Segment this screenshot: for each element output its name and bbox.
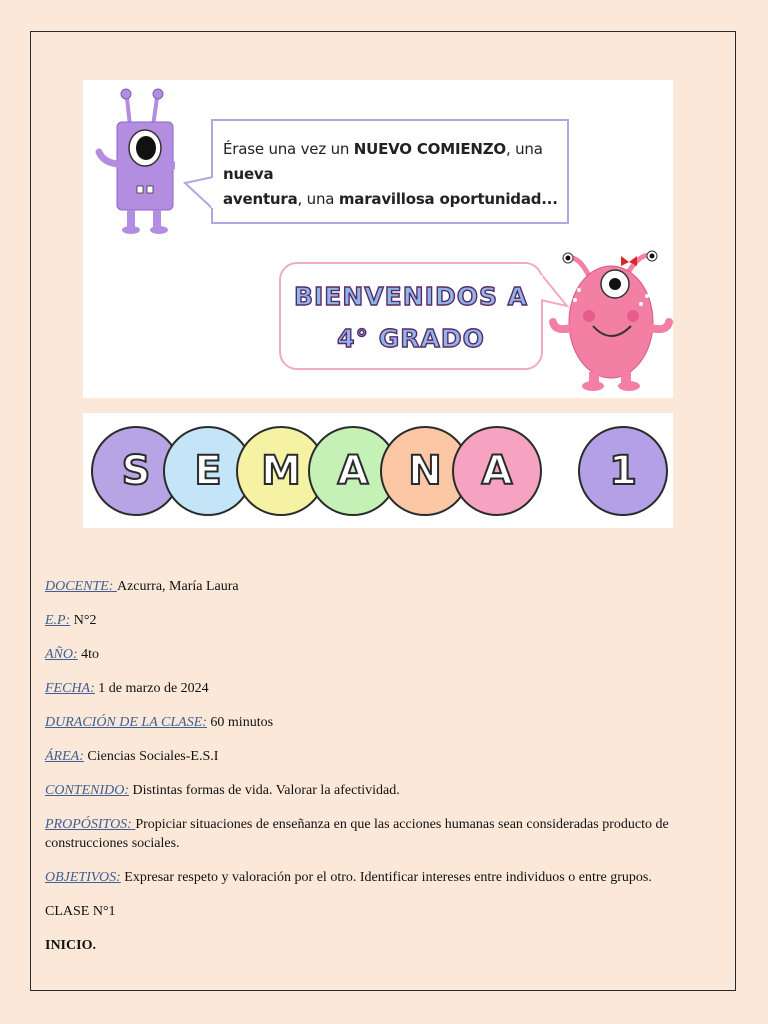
semana-letter-circle: A	[452, 426, 542, 516]
field-docente	[45, 577, 725, 596]
field-label: DOCENTE:	[45, 579, 117, 594]
speech-text-maravillosa: maravillosa oportunidad...	[338, 190, 558, 208]
purple-monster-icon	[91, 86, 175, 236]
field-value: Azcurra, María Laura	[116, 579, 239, 594]
field-label: AÑO:	[45, 647, 78, 662]
field-ep	[45, 611, 725, 630]
speech-bubble-bottom	[279, 262, 543, 370]
field-objetivos	[45, 868, 725, 887]
field-label: PROPÓSITOS:	[45, 817, 136, 832]
speech-text-part: , una	[297, 190, 339, 208]
field-value: Expresar respeto y valoración por el otro. Identificar intereses entre individuos o entre grupos.	[120, 870, 652, 885]
pink-monster-icon	[549, 246, 673, 392]
field-fecha	[45, 679, 725, 698]
semana-strip	[83, 413, 673, 528]
field-propositos	[45, 815, 725, 853]
speech-text-part: , una	[505, 140, 543, 158]
welcome-banner	[83, 80, 673, 398]
field-value: 4to	[77, 647, 100, 662]
field-value: 1 de marzo de 2024	[94, 681, 209, 696]
field-label: ÁREA:	[45, 749, 84, 764]
field-ano	[45, 645, 725, 664]
class-number: CLASE N°1	[45, 904, 116, 919]
section-heading-inicio: INICIO.	[45, 938, 96, 953]
field-label: E.P:	[45, 613, 71, 628]
field-contenido	[45, 781, 725, 800]
semana-letter-circle: S	[91, 426, 181, 516]
field-area	[45, 747, 725, 766]
speech-bubble-top-tail	[183, 175, 215, 215]
semana-letter-circle: N	[380, 426, 470, 516]
field-value: Propiciar situaciones de enseñanza en que las acciones humanas sean consideradas producto de construcciones sociales.	[45, 817, 669, 851]
speech-text-aventura: aventura	[223, 190, 298, 208]
field-label: OBJETIVOS:	[45, 870, 121, 885]
speech-bubble-top	[211, 119, 569, 224]
field-label: FECHA:	[45, 681, 95, 696]
field-label: DURACIÓN DE LA CLASE:	[45, 715, 207, 730]
semana-letter-circle: M	[236, 426, 326, 516]
field-duracion	[45, 713, 725, 732]
field-value: 60 minutos	[206, 715, 274, 730]
lesson-plan-fields	[45, 577, 725, 970]
field-value: Ciencias Sociales-E.S.I	[83, 749, 219, 764]
semana-letter-circle: A	[308, 426, 398, 516]
grade-title: 4° GRADO	[337, 324, 485, 353]
field-value: Distintas formas de vida. Valorar la afectividad.	[129, 783, 400, 798]
semana-number-circle: 1	[578, 426, 668, 516]
welcome-title: BIENVENIDOS A	[293, 282, 529, 311]
semana-letter-circle: E	[163, 426, 253, 516]
field-label: CONTENIDO:	[45, 783, 130, 798]
speech-bubble-top-text	[223, 137, 559, 212]
speech-text-part: Érase una vez un	[223, 140, 354, 158]
speech-text-nuevo-comienzo: NUEVO COMIENZO	[353, 140, 506, 158]
field-value: N°2	[70, 613, 97, 628]
speech-text-nueva: nueva	[223, 165, 274, 183]
